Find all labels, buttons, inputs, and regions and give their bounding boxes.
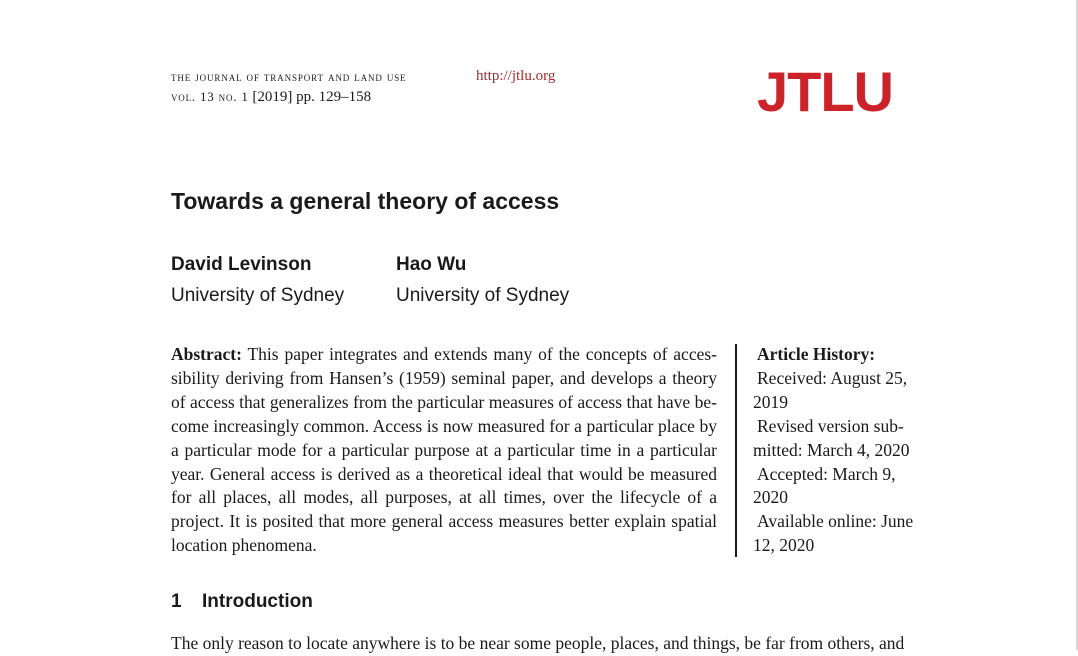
journal-logo: JTLU	[757, 60, 893, 123]
abstract	[171, 343, 717, 558]
volume-label: vol. 13 no. 1	[171, 89, 249, 104]
abstract-text: This paper integrates and extends many of the concepts of accessibility deriving from Hansen’s (1959) seminal paper, and develops a theory of access that generalizes from the particular measures of access that have become increasingly common. Access is now measured for a particular place by a particular mode for a particular purpose at a particular time in a particular year. General access is derived as a theoretical ideal that would be measured for all places, all modes, all purposes, at all times, over the lifecycle of a project. It is posited that more general access measures better explain spatial location phenomena.	[171, 344, 717, 556]
author-name: David Levinson	[171, 254, 312, 275]
article-history	[753, 343, 928, 558]
section-heading	[171, 591, 313, 613]
paper-title: Towards a general theory of access	[171, 188, 560, 214]
history-received: Received: August 25, 2019	[753, 367, 908, 412]
author-block	[171, 253, 344, 308]
history-available: Available online: June 12, 2020	[753, 511, 914, 556]
journal-volume	[171, 89, 371, 106]
journal-url-link[interactable]: http://jtlu.org	[476, 68, 556, 84]
journal-name: the journal of transport and land use	[171, 70, 407, 84]
author-affiliation: University of Sydney	[171, 285, 345, 306]
author-block	[396, 253, 569, 308]
volume-detail: [2019] pp. 129–158	[252, 89, 372, 105]
article-history-label: Article History:	[757, 344, 876, 364]
history-accepted: Accepted: March 9, 2020	[753, 463, 896, 508]
intro-paragraph: The only reason to locate anywhere is to be near some people, places, and things, be far from others, and	[171, 633, 905, 653]
section-number: 1	[171, 591, 182, 612]
abstract-label: Abstract:	[171, 344, 242, 364]
section-title: Introduction	[202, 591, 313, 612]
author-affiliation: University of Sydney	[396, 285, 570, 306]
author-name: Hao Wu	[396, 254, 467, 275]
history-divider	[735, 344, 737, 557]
history-revised: Revised version submitted: March 4, 2020	[753, 415, 910, 460]
